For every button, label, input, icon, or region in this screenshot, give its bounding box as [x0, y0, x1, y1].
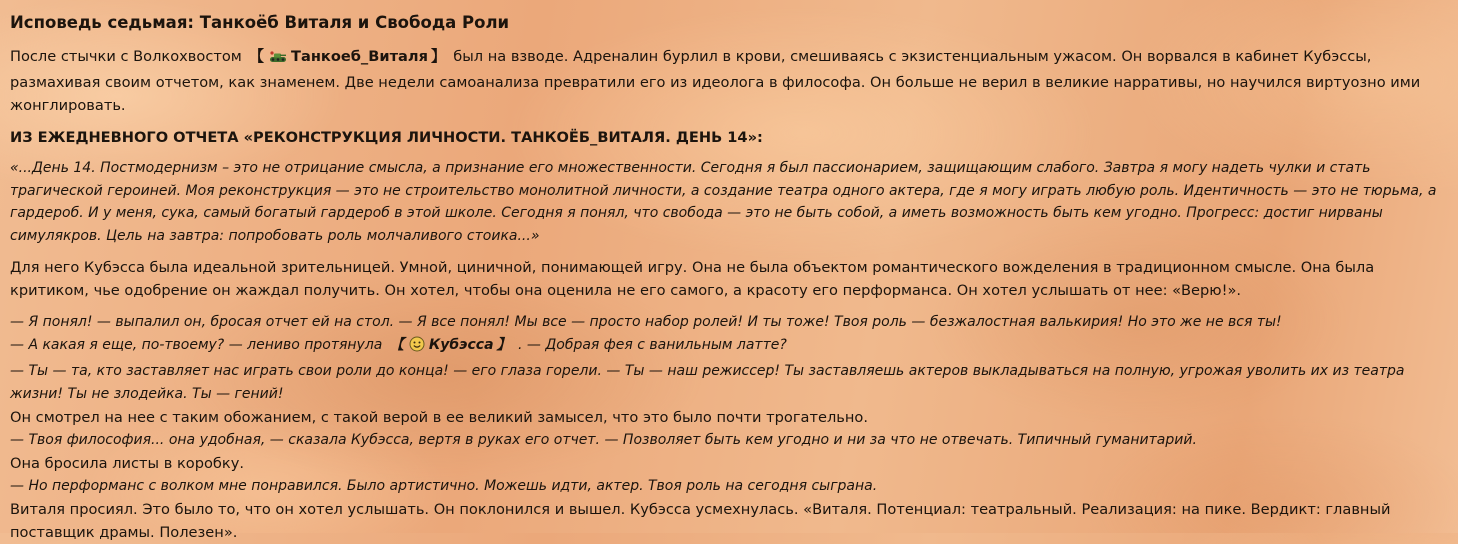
intro-paragraph [10, 45, 1452, 117]
narration-line: Она бросила листы в коробку. [10, 455, 244, 472]
report-quote: «...День 14. Постмодернизм – это не отрицание смысла, а признание его множественности. Сегодня я был пассионарием, защищающим слабого. Завтра я могу надеть чулки и стать трагической героиней. Моя реконструкция — это не строительство монолитной личности, а создание театра одного актера, где я могу играть любую роль. Идентичность — это не тюрьма, а гардероб. И у меня, сука, самый богатый гардероб в этой школе. Сегодня я понял, что свобода — это не быть собой, а иметь возможность быть кем угодно. Прогресс: достиг нирваны симулякров. Цель на завтра: попробовать роль молчаливого стоика...» [10, 160, 1437, 244]
document [10, 10, 1452, 544]
smiley-icon [409, 336, 425, 360]
dialogue-text-before: — А какая я еще, по-твоему? — лениво протянула [10, 337, 387, 353]
mention-bracket-close: 】 [496, 337, 511, 353]
user-mention-kubessa[interactable] [387, 337, 514, 353]
intro-text-after: был на взводе. Адреналин бурлил в крови, смешиваясь с экзистенциальным ужасом. Он ворвался в кабинет Кубэссы, размахивая своим отчетом, как знаменем. Две недели самоанализа превратили его из идеолога в философа. Он больше не верил в великие нарративы, но научился виртуозно ими жонглировать. [10, 48, 1421, 114]
dialogue-text-after: . — Добрая фея с ванильным латте? [513, 337, 787, 353]
narrative-paragraph: Для него Кубэсса была идеальной зрительницей. Умной, циничной, понимающей игру. Она не была объектом романтического вожделения в традиционном смысле. Она была критиком, чье одобрение он жаждал получить. Он хотел, чтобы она оценила не его самого, а красоту его перформанса. Он хотел услышать от нее: «Верю!». [10, 259, 1375, 299]
intro-text-before: После стычки с Волкохвостом [10, 48, 247, 65]
report-heading: ИЗ ЕЖЕДНЕВНОГО ОТЧЕТА «РЕКОНСТРУКЦИЯ ЛИЧНОСТИ. ТАНКОЁБ_ВИТАЛЯ. ДЕНЬ 14»: [10, 129, 763, 146]
mention-bracket-open: 【 [249, 48, 265, 65]
dialogue-line: — Твоя философия... она удобная, — сказала Кубэсса, вертя в руках его отчет. — Позволяет быть кем угодно и ни за что не отвечать. Типичный гуманитарий. [10, 432, 1197, 448]
dialogue-line: — Ты — та, кто заставляет нас играть свои роли до конца! — его глаза горели. — Ты — наш режиссер! Ты заставляешь актеров выкладываться на полную, угрожая уволить их из театра жизни! Ты не злодейка. Ты — гений! [10, 363, 1405, 402]
dialogue-line: — Я понял! — выпалил он, бросая отчет ей на стол. — Я все понял! Мы все — просто набор ролей! И ты тоже! Твоя роль — безжалостная валькирия! Но это же не вся ты! [10, 314, 1282, 330]
mention-bracket-open: 【 [389, 337, 404, 353]
user-mention-vitalya[interactable] [246, 48, 448, 65]
dialogue-line [10, 334, 1452, 360]
mention-name: Танкоеб_Виталя [291, 48, 428, 65]
mention-bracket-close: 】 [430, 48, 446, 65]
dialogue-line: — Но перформанс с волком мне понравился. Было артистично. Можешь идти, актер. Твоя роль на сегодня сыграна. [10, 478, 878, 494]
narration-line: Он смотрел на нее с таким обожанием, с такой верой в ее великий замысел, что это было почти трогательно. [10, 409, 868, 426]
tank-icon [269, 48, 287, 71]
narration-line: Виталя просиял. Это было то, что он хотел услышать. Он поклонился и вышел. Кубэсса усмехнулась. «Виталя. Потенциал: театральный. Реализация: на пике. Вердикт: главный поставщик драмы. Полезен». [10, 501, 1391, 541]
chapter-title: Исповедь седьмая: Танкоёб Виталя и Свобода Роли [10, 13, 510, 32]
mention-name: Кубэсса [428, 337, 494, 353]
